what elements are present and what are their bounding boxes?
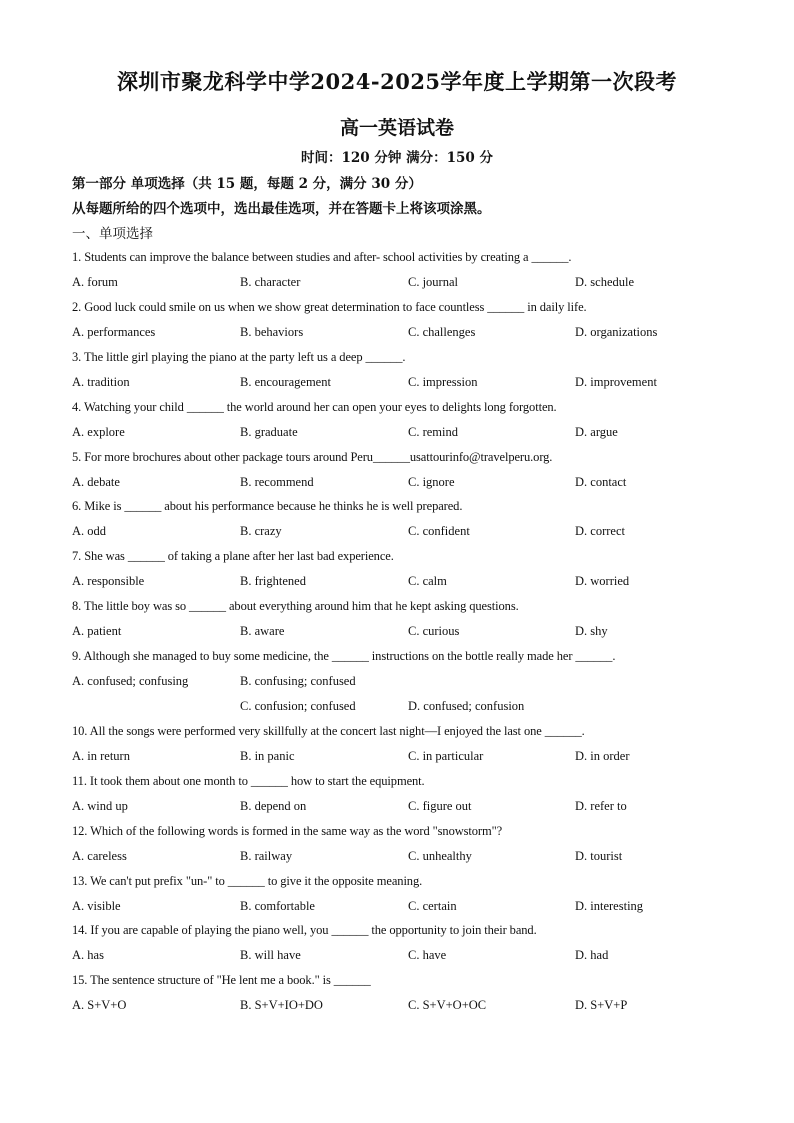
option-a: A. visible bbox=[72, 898, 121, 913]
option-c: C. in particular bbox=[408, 748, 484, 763]
option-d: D. argue bbox=[575, 424, 618, 439]
section-heading: 第一部分 单项选择（共 15 题，每题 2 分，满分 30 分） bbox=[72, 176, 422, 192]
option-a: A. has bbox=[72, 948, 104, 963]
option-b: B. confusing; confused bbox=[240, 674, 356, 689]
question-stem: 13. We can't put prefix "un-" to ______ to give it the opposite meaning. bbox=[72, 873, 423, 888]
option-row bbox=[72, 621, 732, 646]
option-c: C. challenges bbox=[408, 324, 476, 339]
option-a: A. S+V+O bbox=[72, 998, 127, 1013]
option-row bbox=[72, 846, 732, 871]
option-row bbox=[72, 746, 732, 771]
question-stem: 12. Which of the following words is formed in the same way as the word "snowstorm"? bbox=[72, 823, 503, 838]
option-b: B. aware bbox=[240, 624, 285, 639]
option-a: A. confused; confusing bbox=[72, 674, 189, 689]
option-b: B. depend on bbox=[240, 798, 307, 813]
option-c: C. journal bbox=[408, 275, 458, 289]
option-b: B. graduate bbox=[240, 424, 298, 439]
option-c: C. S+V+O+OC bbox=[408, 998, 487, 1013]
question-stem: 6. Mike is ______ about his performance because he thinks he is well prepared. bbox=[72, 499, 463, 514]
exam-title: 深圳市聚龙科学中学2024-2025学年度上学期第一次段考 bbox=[116, 69, 678, 94]
option-d: D. improvement bbox=[575, 374, 657, 389]
option-c: C. confusion; confused bbox=[240, 699, 356, 714]
option-a: A. tradition bbox=[72, 374, 130, 389]
option-a: A. patient bbox=[72, 624, 122, 639]
option-d: D. refer to bbox=[575, 798, 627, 813]
option-c: C. curious bbox=[408, 624, 460, 639]
option-a: A. forum bbox=[72, 275, 118, 289]
option-a: A. performances bbox=[72, 324, 156, 339]
option-row bbox=[72, 472, 732, 497]
option-b: B. will have bbox=[240, 948, 301, 963]
exam-subtitle: 高一英语试卷 bbox=[339, 117, 454, 139]
option-d: D. correct bbox=[575, 524, 625, 539]
option-c: C. certain bbox=[408, 898, 457, 913]
option-d: D. tourist bbox=[575, 848, 623, 863]
question-stem: 14. If you are capable of playing the piano well, you ______ the opportunity to join their band. bbox=[72, 923, 537, 938]
question-stem: 15. The sentence structure of "He lent me a book." is ______ bbox=[72, 973, 371, 988]
section-instruction: 从每题所给的四个选项中，选出最佳选项，并在答题卡上将该项涂黑。 bbox=[72, 201, 491, 217]
option-d: D. shy bbox=[575, 624, 608, 639]
question-stem: 11. It took them about one month to ______ how to start the equipment. bbox=[72, 773, 425, 788]
question-stem: 4. Watching your child ______ the world around her can open your eyes to delights long forgotten. bbox=[72, 399, 557, 414]
option-c: C. figure out bbox=[408, 798, 472, 813]
option-d: D. confused; confusion bbox=[408, 699, 525, 714]
question-stem: 9. Although she managed to buy some medicine, the ______ instructions on the bottle really made her ______. bbox=[72, 649, 616, 664]
option-row bbox=[72, 322, 732, 347]
option-d: D. in order bbox=[575, 748, 630, 763]
option-a: A. debate bbox=[72, 474, 120, 489]
option-d: D. S+V+P bbox=[575, 998, 628, 1013]
option-row bbox=[72, 422, 732, 447]
option-row bbox=[72, 945, 732, 970]
option-c: C. confident bbox=[408, 524, 470, 539]
option-b: B. behaviors bbox=[240, 324, 304, 339]
question-stem: 7. She was ______ of taking a plane after her last bad experience. bbox=[72, 549, 394, 564]
option-a: A. odd bbox=[72, 524, 107, 539]
option-a: A. careless bbox=[72, 848, 127, 863]
option-c: C. have bbox=[408, 948, 447, 963]
option-b: B. character bbox=[240, 275, 301, 289]
option-d: D. organizations bbox=[575, 324, 658, 339]
option-row bbox=[72, 372, 732, 397]
option-b: B. railway bbox=[240, 848, 293, 863]
option-row bbox=[72, 571, 732, 596]
option-b: B. crazy bbox=[240, 524, 282, 539]
time-and-score-info: 时间：120 分钟 满分：150 分 bbox=[301, 150, 493, 166]
option-row bbox=[72, 696, 732, 721]
question-stem: 10. All the songs were performed very skillfully at the concert last night—I enjoyed the last one ______. bbox=[72, 723, 585, 738]
option-row bbox=[72, 521, 732, 546]
option-b: B. frightened bbox=[240, 574, 306, 589]
option-c: C. calm bbox=[408, 574, 447, 589]
option-d: D. worried bbox=[575, 574, 630, 589]
option-d: D. schedule bbox=[575, 275, 635, 289]
question-stem: 2. Good luck could smile on us when we show great determination to face countless ______ in daily life. bbox=[72, 299, 587, 314]
question-list bbox=[72, 247, 732, 1020]
part-title: 一、单项选择 bbox=[72, 226, 153, 242]
option-b: B. encouragement bbox=[240, 374, 331, 389]
option-row bbox=[72, 995, 732, 1020]
option-d: D. had bbox=[575, 948, 609, 963]
question-stem: 1. Students can improve the balance between studies and after- school activities by creating a ______. bbox=[72, 250, 572, 264]
option-a: A. responsible bbox=[72, 574, 145, 589]
option-b: B. recommend bbox=[240, 474, 314, 489]
option-b: B. in panic bbox=[240, 748, 295, 763]
option-c: C. impression bbox=[408, 374, 478, 389]
option-c: C. ignore bbox=[408, 474, 455, 489]
option-c: C. remind bbox=[408, 424, 458, 439]
option-b: B. comfortable bbox=[240, 898, 315, 913]
option-d: D. interesting bbox=[575, 898, 644, 913]
option-row bbox=[72, 272, 732, 297]
question-stem: 3. The little girl playing the piano at the party left us a deep ______. bbox=[72, 349, 406, 364]
option-a: A. wind up bbox=[72, 798, 128, 813]
option-d: D. contact bbox=[575, 474, 627, 489]
option-row bbox=[72, 796, 732, 821]
option-a: A. explore bbox=[72, 424, 125, 439]
option-row bbox=[72, 896, 732, 921]
option-a: A. in return bbox=[72, 748, 130, 763]
question-stem: 5. For more brochures about other package tours around Peru______usattourinfo@travelperu.org. bbox=[72, 449, 553, 464]
option-row bbox=[72, 671, 732, 696]
option-b: B. S+V+IO+DO bbox=[240, 998, 323, 1013]
question-stem: 8. The little boy was so ______ about everything around him that he kept asking questions. bbox=[72, 599, 519, 614]
option-c: C. unhealthy bbox=[408, 848, 472, 863]
